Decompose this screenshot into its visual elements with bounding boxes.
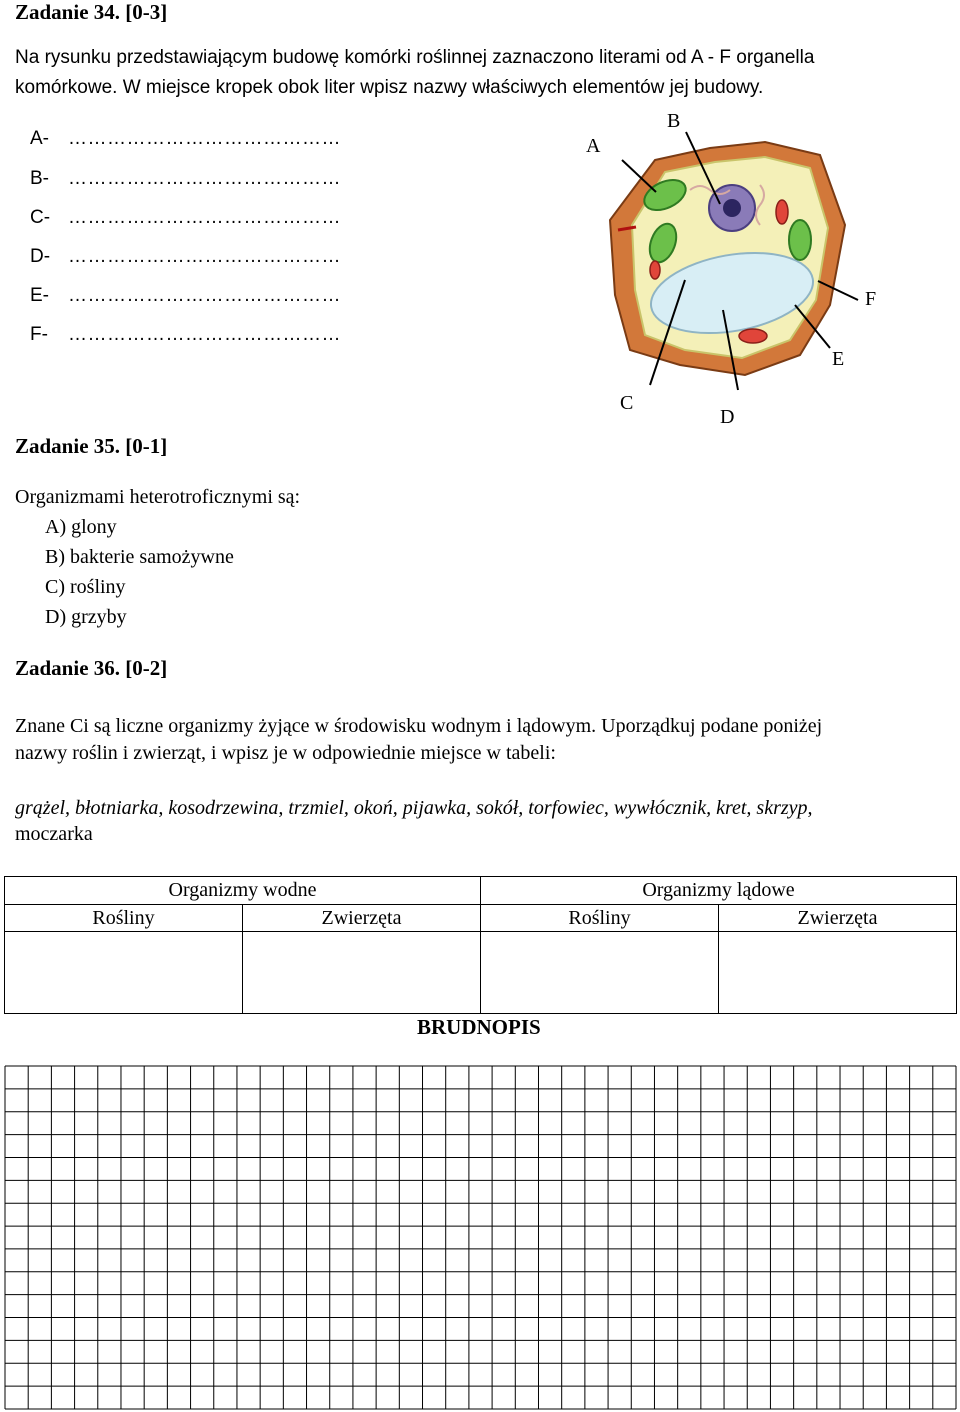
chloroplast: [789, 220, 811, 260]
header-land-organisms: Organizmy lądowe: [481, 877, 957, 905]
nucleolus: [723, 199, 741, 217]
answer-cell-land-plants[interactable]: [481, 932, 719, 1014]
answer-label: C-: [30, 207, 51, 228]
figure-label-a: A: [586, 135, 601, 157]
answer-label: E-: [30, 285, 49, 306]
subheader-land-animals: Zwierzęta: [719, 905, 957, 932]
answer-label: A-: [30, 128, 49, 149]
subheader-aquatic-animals: Zwierzęta: [243, 905, 481, 932]
figure-label-e: E: [832, 348, 845, 370]
subheader-land-plants: Rośliny: [481, 905, 719, 932]
task36-instruction-line1: Znane Ci są liczne organizmy żyjące w środowisku wodnym i lądowym. Uporządkuj podane poniżej: [15, 715, 823, 737]
organism-list-line1: grążel, błotniarka, kosodrzewina, trzmiel, okoń, pijawka, sokół, torfowiec, wywłócznik, kret, skrzyp,: [15, 797, 813, 819]
answer-row-e: [30, 285, 341, 307]
answer-row-f: [30, 324, 341, 346]
answer-cell-aquatic-plants[interactable]: [5, 932, 243, 1014]
option-b[interactable]: B) bakterie samożywne: [45, 546, 234, 568]
organism-list-line2: moczarka: [15, 823, 93, 845]
answer-dots[interactable]: ……………………………………: [68, 207, 341, 228]
mitochondrion: [650, 261, 660, 279]
task35-title: Zadanie 35. [0-1]: [15, 434, 168, 458]
answer-row-d: [30, 246, 341, 268]
scratch-grid[interactable]: [4, 1065, 957, 1410]
organisms-table: [4, 876, 957, 1014]
answer-label: B-: [30, 168, 49, 189]
task34-instruction-line1: Na rysunku przedstawiającym budowę komórki roślinnej zaznaczono literami od A - F organella: [15, 47, 815, 68]
figure-label-c: C: [620, 392, 634, 414]
option-d[interactable]: D) grzyby: [45, 606, 127, 628]
mitochondrion: [739, 329, 767, 343]
header-aquatic-organisms: Organizmy wodne: [5, 877, 481, 905]
task36-instruction-line2: nazwy roślin i zwierząt, i wpisz je w odpowiednie miejsce w tabeli:: [15, 742, 556, 764]
answer-label: D-: [30, 246, 51, 267]
answer-dots[interactable]: ……………………………………: [68, 324, 341, 345]
mitochondrion: [776, 200, 788, 224]
answer-dots[interactable]: ……………………………………: [68, 246, 341, 267]
task35-question: Organizmami heterotroficznymi są:: [15, 486, 301, 508]
answer-dots[interactable]: ……………………………………: [68, 168, 341, 189]
answer-cell-land-animals[interactable]: [719, 932, 957, 1014]
answer-row-c: [30, 207, 341, 229]
answer-dots[interactable]: ……………………………………: [68, 285, 341, 306]
answer-row-b: [30, 168, 341, 190]
task34-title: Zadanie 34. [0-3]: [15, 0, 168, 24]
figure-label-f: F: [865, 288, 877, 310]
answer-row-a: [30, 128, 341, 150]
subheader-aquatic-plants: Rośliny: [5, 905, 243, 932]
figure-label-b: B: [667, 110, 681, 132]
answer-cell-aquatic-animals[interactable]: [243, 932, 481, 1014]
answer-label: F-: [30, 324, 48, 345]
task34-instruction-line2: komórkowe. W miejsce kropek obok liter wpisz nazwy właściwych elementów jej budowy.: [15, 77, 764, 98]
task36-title: Zadanie 36. [0-2]: [15, 656, 168, 680]
scratch-title: BRUDNOPIS: [417, 1015, 541, 1039]
plant-cell-illustration: [560, 100, 900, 420]
answer-dots[interactable]: ……………………………………: [68, 128, 341, 149]
option-a[interactable]: A) glony: [45, 516, 117, 538]
option-c[interactable]: C) rośliny: [45, 576, 126, 598]
figure-label-d: D: [720, 406, 735, 428]
